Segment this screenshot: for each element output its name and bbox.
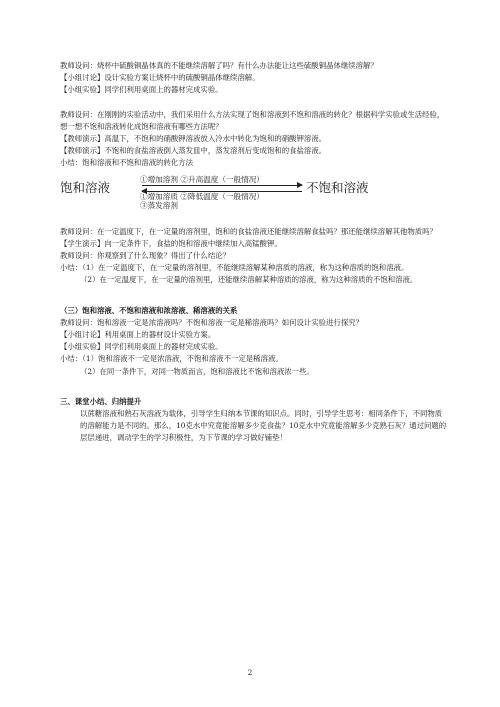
group-discussion-1: 【小组讨论】设计实验方案让烧杯中的硫酸铜晶体继续溶解。 (60, 73, 260, 83)
conversion-diagram (60, 172, 448, 218)
saturated-solution-label: 饱和溶液 (60, 179, 111, 195)
to-saturated-condition-line-1: ①增加溶质 ②降低温度（一般情况） (140, 191, 264, 201)
right-arrow-icon (142, 185, 302, 186)
summary-relation-2: （2）在同一条件下，对同一物质而言，饱和溶液比不饱和溶液浓一些。 (80, 366, 314, 376)
section-heading-summary: 三、课堂小结、归纳提升 (60, 396, 142, 406)
student-demo: 【学生演示】向一定条件下，食盐的饱和溶液中继续加入高锰酸钾。 (60, 238, 282, 248)
teacher-question-4: 教师设问：你观察到了什么现象？得出了什么结论？ (60, 251, 230, 261)
teacher-demo-2: 【教师演示】不饱和的食盐溶液倒入蒸发皿中，蒸发溶剂后变成饱和的食盐溶液。 (60, 146, 327, 156)
unsaturated-solution-label: 不饱和溶液 (306, 179, 369, 195)
teacher-question-1: 教师设问：烧杯中硫酸铜晶体真的不能继续溶解了吗？有什么办法能让这些硫酸铜晶体继续溶解？ (60, 61, 378, 70)
to-saturated-condition-line-2: ③蒸发溶剂 (140, 201, 178, 211)
summary-conversion-title: 小结：饱和溶液和不饱和溶液的转化方法 (60, 158, 194, 168)
group-experiment-2: 【小组实验】同学们利用桌面上的器材完成实验。 (60, 342, 223, 352)
summary-definition-2: （2）在一定温度下，在一定量的溶剂里，还能继续溶解某种溶质的溶液，称为这种溶质的不饱和溶液。 (80, 275, 418, 285)
teacher-question-2: 教师设问：在刚刚的实验活动中，我们采用什么方法实现了饱和溶液到不饱和溶液的转化？根据科学实验或生活经验，想一想不饱和溶液转化成饱和溶液有哪些方法呢？ (60, 109, 445, 131)
teacher-question-5: 教师设问：饱和溶液一定是浓溶液吗？不饱和溶液一定是稀溶液吗？如何设计实验进行探究？ (60, 317, 364, 327)
page-content (60, 60, 448, 445)
to-unsaturated-conditions: ①增加溶剂 ②升高温度（一般情况） (140, 174, 264, 184)
to-saturated-conditions (140, 192, 264, 211)
summary-definition-1: 小结：（1）在一定温度下，在一定量的溶剂里，不能继续溶解某种溶质的溶液，称为这种溶质的饱和溶液。 (60, 263, 409, 273)
page-number: 2 (247, 668, 253, 677)
section-heading-3: （三）饱和溶液、不饱和溶液和浓溶液、稀溶液的关系 (60, 305, 238, 315)
summary-relation-1: 小结：（1）饱和溶液不一定是浓溶液，不饱和溶液不一定是稀溶液。 (60, 354, 283, 364)
group-experiment-1: 【小组实验】同学们利用桌面上的器材完成实验。 (60, 85, 223, 95)
group-discussion-2: 【小组讨论】利用桌面上的器材设计实验方案。 (60, 330, 216, 340)
class-summary-paragraph: 以蔗糖溶液和熟石灰溶液为载体，引导学生归纳本节课的知识点。同时，引导学生思考：相同条件下，不同物质的溶解能力是不同的。那么，10克水中究竟能溶解多少克食盐？10克水中究竟能溶解多少克熟石灰？通过问题的层层递进，调动学生的学习积极性，为下节课的学习做好铺垫！ (80, 409, 447, 443)
teacher-question-3: 教师设问：在一定温度下，在一定量的溶剂里，饱和的食盐溶液还能继续溶解食盐吗？那还能继续溶解其他物质吗？ (60, 226, 437, 236)
teacher-demo-1: 【教师演示】高温下，不饱和的硝酸钾溶液放入冷水中转化为饱和的硝酸钾溶液。 (60, 134, 327, 144)
